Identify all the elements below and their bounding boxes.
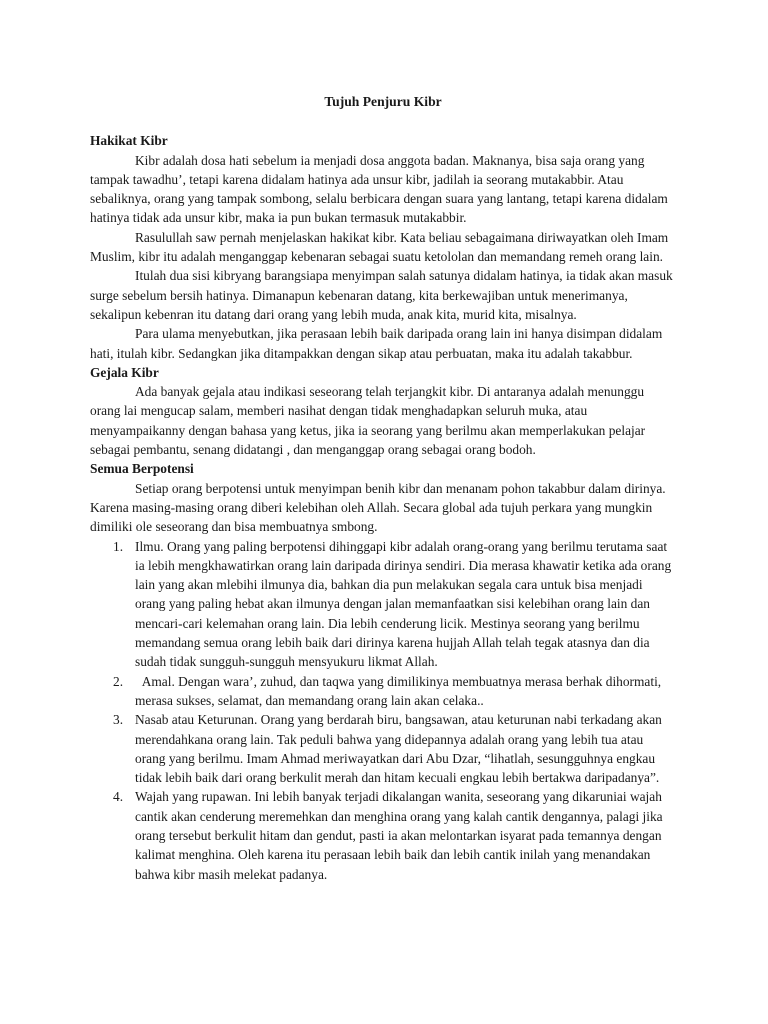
list-item [90,710,676,787]
list-number: 2. [113,673,124,689]
paragraph: Ada banyak gejala atau indikasi seseorang telah terjangkit kibr. Di antaranya adalah menunggu orang lai mengucap salam, memberi nasihat dengan tidak menghadapkan seluruh muka, atau menyampaikanny dengan bahasa yang ketus, jika ia seorang yang berilmu akan memperlakukan pelajar sebagai pembantu, senang didatangi , dan menganggap orang sebagai orang bodoh. [90,384,646,458]
paragraph: Itulah dua sisi kibryang barangsiapa menyimpan salah satunya didalam hatinya, ia tidak akan masuk surge sebelum bersih hatinya. Dimanapun kebenaran datang, kita berkewajiban untuk menerimanya, sekalipun kebenran itu datang dari orang yang lebih muda, anak kita, murid kita, misalnya. [90,268,673,322]
paragraph: Rasulullah saw pernah menjelaskan hakikat kibr. Kata beliau sebagaimana diriwayatkan oleh Imam Muslim, kibr itu adalah menganggap kebenaran sebagai suatu ketololan dan memandang remeh orang lain. [90,229,669,265]
section-heading: Semua Berpotensi [90,461,194,477]
paragraph: Setiap orang berpotensi untuk menyimpan benih kibr dan menanam pohon takabbur dalam dirinya. Karena masing-masing orang diberi kelebihan oleh Allah. Secara global ada tujuh perkara yang mungkin dimiliki ole seseorang dan bisa membuatnya smbong. [90,480,666,535]
list-item-text: Wajah yang rupawan. Ini lebih banyak terjadi dikalangan wanita, seseorang yang dikaruniai wajah cantik akan cenderung meremehkan dan menghina orang yang kalah cantik dengannya, palagi jika orang tersebut berkulit hitam dan gendut, pasti ia akan melontarkan isyarat pada temannya dengan kalimat menghina. Oleh karena itu perasaan lebih baik dan lebih cantik inilah yang menandakan bahwa kibr masih melekat padanya. [135,789,663,882]
section-heading: Gejala Kibr [90,364,159,380]
page-title: Tujuh Penjuru Kibr [324,94,442,109]
numbered-list [90,537,676,884]
paragraph: Para ulama menyebutkan, jika perasaan lebih baik daripada orang lain ini hanya disimpan didalam hati, itulah kibr. Sedangkan jika ditampakkan dengan sikap atau perbuatan, maka itu adalah takabbur. [90,326,663,361]
list-number: 3. [113,712,124,728]
list-number: 4. [113,789,124,805]
section-hakikat-kibr [90,131,676,363]
document-content [90,92,676,884]
section-semua-berpotensi [90,459,676,884]
list-item-text: Ilmu. Orang yang paling berpotensi dihinggapi kibr adalah orang-orang yang berilmu terutama saat ia lebih mengkhawatirkan orang lain daripada dirinya sendiri. Dia merasa khawatir ketika ada orang lain yang akan mlebihi ilmunya dia, bahkan dia pun melakukan segala cara untuk bisa menjadi orang yang paling hebat akan ilmunya dengan jalan memanfaatkan sisi kelebihan orang lain dan mencari-cari kelemahan orang lain. Dia lebih cenderung licik. Mestinya seorang yang berilmu memandang semua orang lebih baik dari dirinya karena hujjah Allah telah tegak atasnya dan dia sudah tidak sungguh-sungguh mensyukuru likmat Allah. [135,538,672,670]
list-item [90,787,676,883]
list-item [90,672,676,711]
list-item [90,537,676,672]
section-heading: Hakikat Kibr [90,133,168,149]
section-gejala-kibr [90,363,676,459]
list-item-text: Amal. Dengan wara’, zuhud, dan taqwa yang dimilikinya membuatnya merasa berhak dihormati, merasa sukses, selamat, dan memandang orang lain akan celaka.. [135,673,662,708]
list-number: 1. [113,538,124,554]
paragraph: Kibr adalah dosa hati sebelum ia menjadi dosa anggota badan. Maknanya, bisa saja orang yang tampak tawadhu’, tetapi karena didalam hatinya ada unsur kibr, jadilah ia seorang mutakabbir. Atau sebaliknya, orang yang tampak sombong, selalu berbicara dengan suara yang lantang, tetapi karena didalam hatinya tidak ada unsur kibr, maka ia pun bukan termasuk mutakabbir. [90,152,668,226]
list-item-text: Nasab atau Keturunan. Orang yang berdarah biru, bangsawan, atau keturunan nabi terkadang akan merendahkana orang lain. Tak peduli bahwa yang didepannya adalah orang yang lebih tua atau orang yang berilmu. Imam Ahmad meriwayatkan dari Abu Dzar, “lihatlah, sesungguhnya engkau tidak lebih baik dari orang berkulit merah dan hitam kecuali engkau lebih bertakwa daripadanya”. [135,712,662,786]
